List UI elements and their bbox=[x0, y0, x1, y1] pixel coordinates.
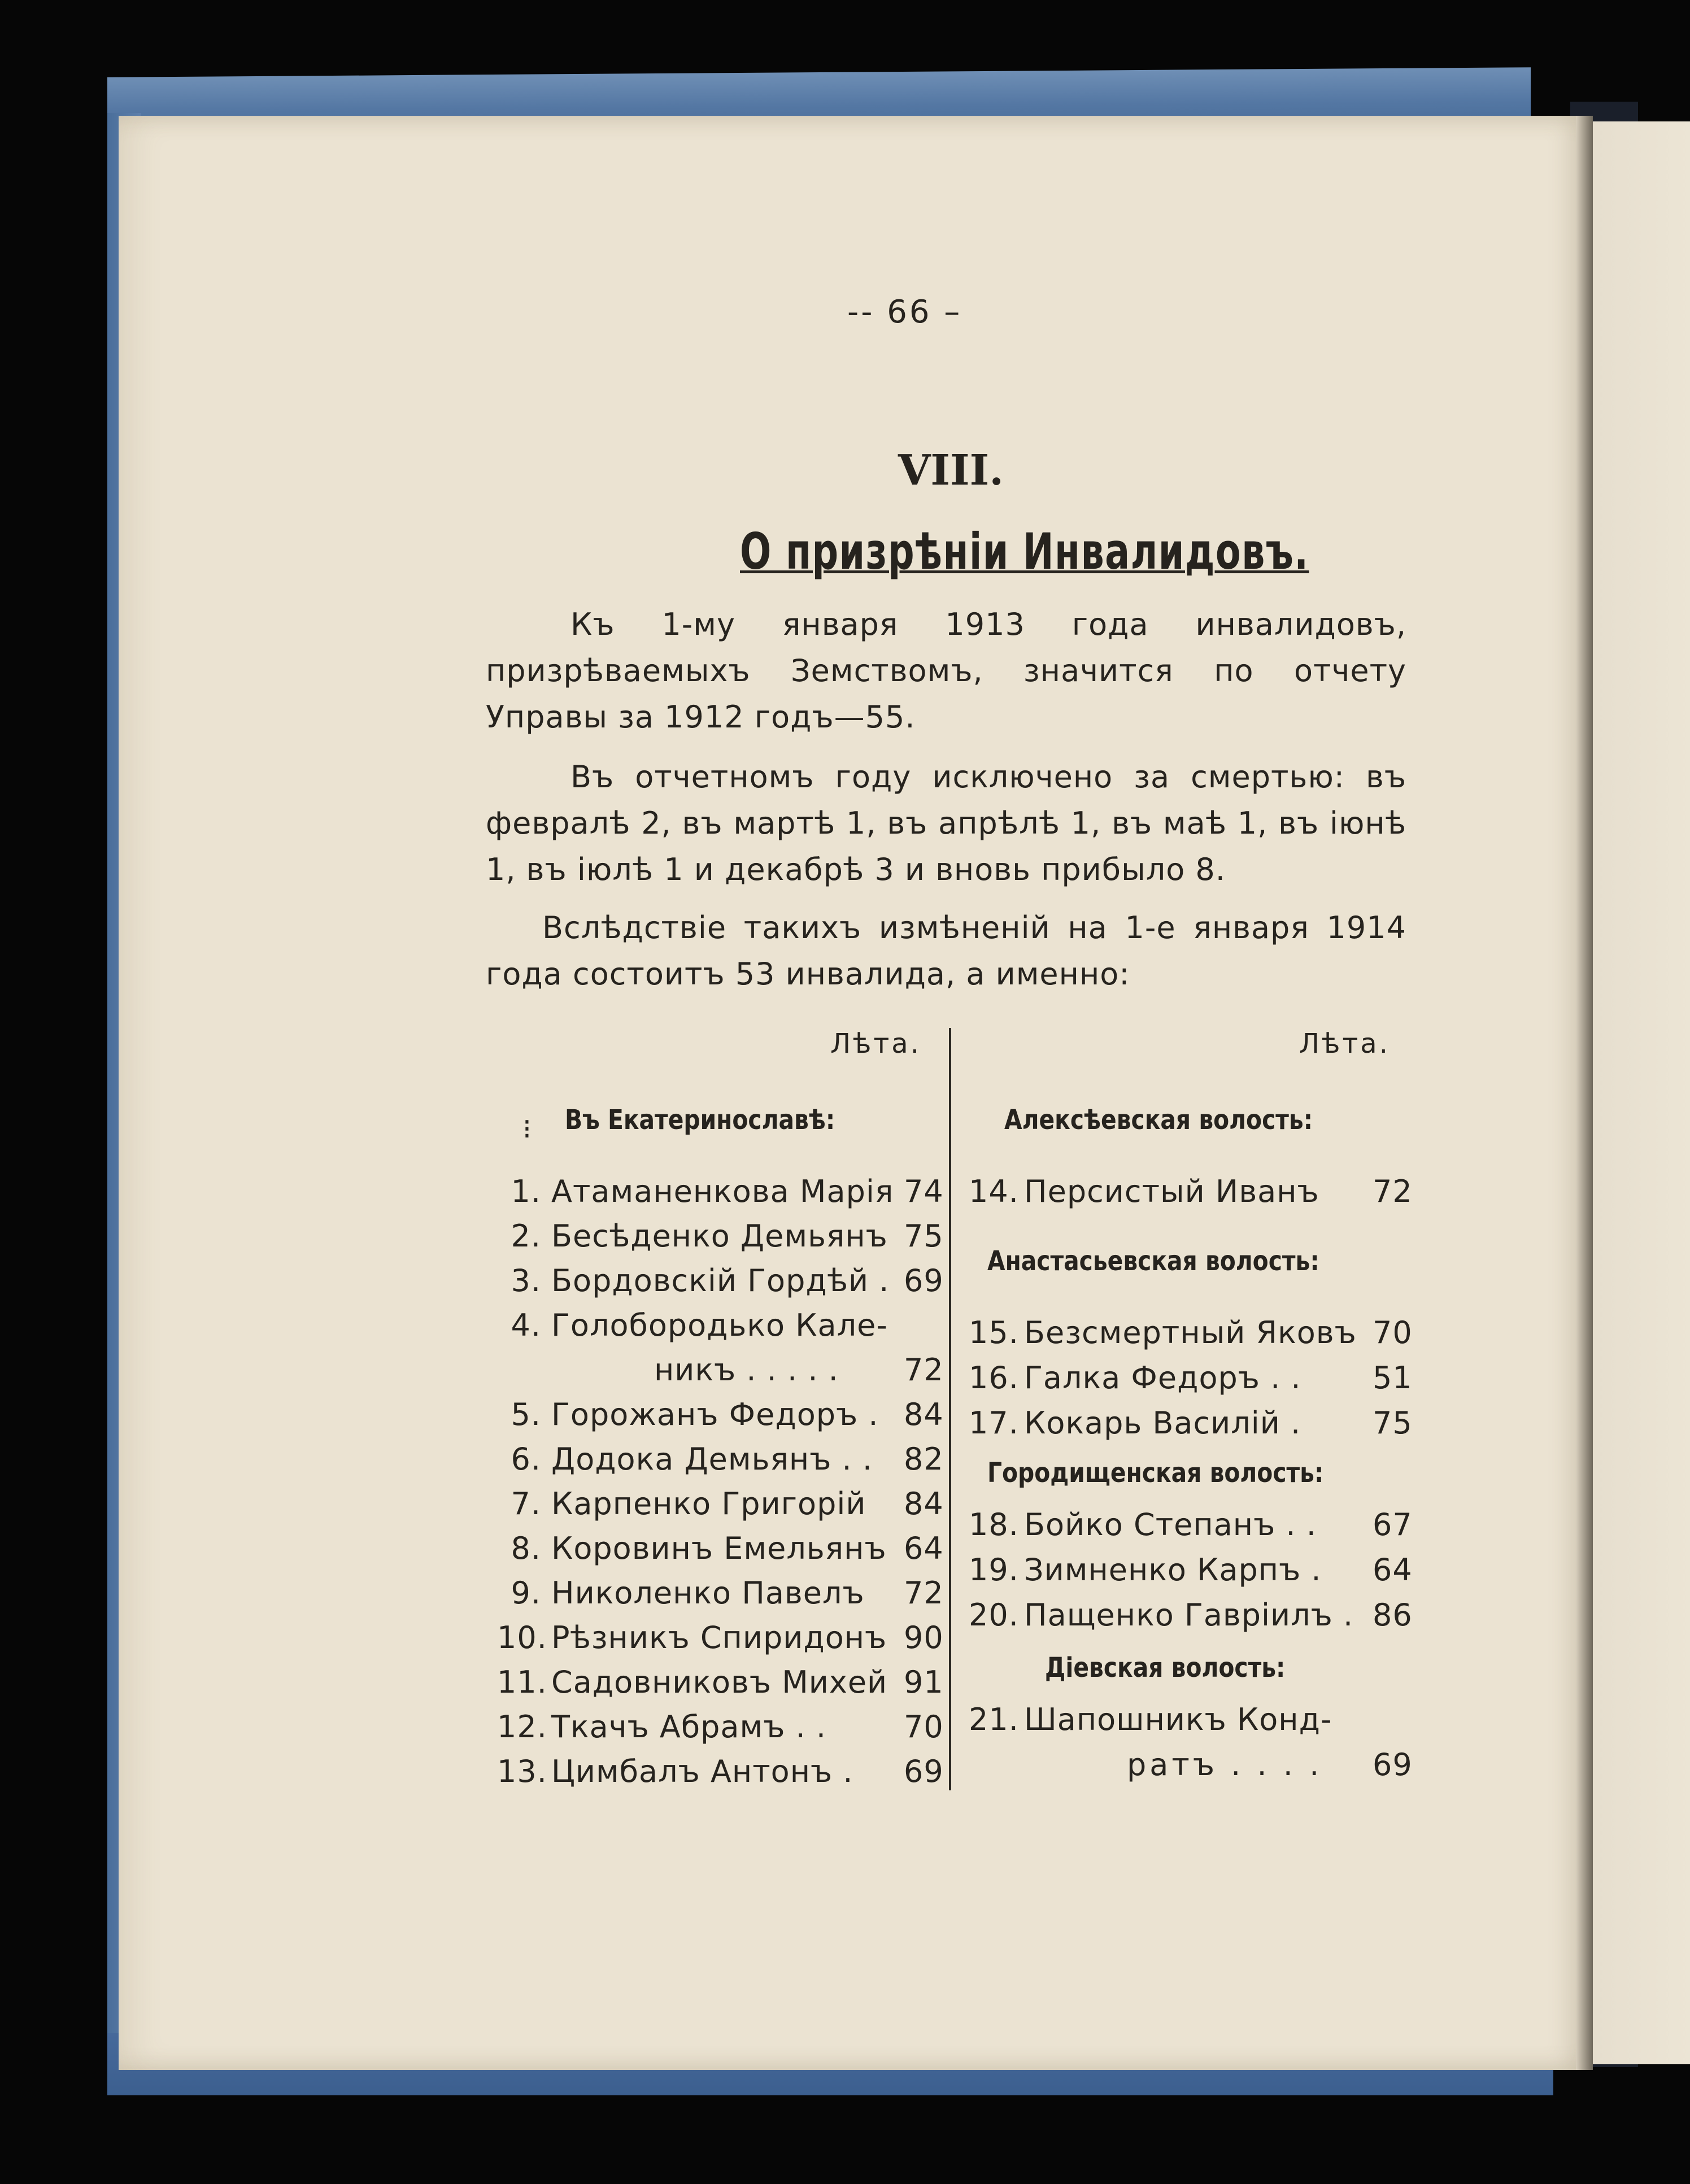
list-item bbox=[969, 1316, 1412, 1350]
list-item bbox=[497, 1532, 943, 1566]
list-item bbox=[969, 1553, 1412, 1587]
item-name: Карпенко Григорій bbox=[551, 1486, 866, 1522]
list-item bbox=[969, 1703, 1412, 1737]
list-item bbox=[497, 1487, 943, 1521]
item-name: Николенко Павелъ bbox=[551, 1575, 865, 1611]
item-number: 13. bbox=[497, 1754, 547, 1789]
item-name: Цимбалъ Антонъ . bbox=[551, 1754, 853, 1789]
item-name: Садовниковъ Михей bbox=[551, 1664, 888, 1700]
item-age: 69 bbox=[904, 1754, 944, 1789]
item-age: 70 bbox=[1373, 1315, 1413, 1350]
item-name: Бесѣденко Демьянъ bbox=[551, 1218, 888, 1254]
item-number: 11. bbox=[497, 1664, 547, 1700]
item-name: Голобородько Кале- bbox=[551, 1307, 888, 1343]
item-number: 8. bbox=[511, 1531, 541, 1566]
item-age: 64 bbox=[1373, 1552, 1413, 1588]
page-number: -- 66 – bbox=[847, 294, 962, 330]
item-name: ратъ . . . . bbox=[1127, 1747, 1323, 1782]
list-item bbox=[497, 1309, 943, 1342]
item-age: 70 bbox=[904, 1709, 944, 1745]
group-title: Алексѣевская волость: bbox=[1004, 1104, 1313, 1136]
group-title: Городищенская волость: bbox=[987, 1457, 1324, 1489]
item-name: Зимненко Карпъ . bbox=[1024, 1552, 1322, 1588]
item-name: Шапошникъ Конд- bbox=[1024, 1702, 1332, 1737]
item-name: Кокарь Василій . bbox=[1024, 1405, 1301, 1441]
group-title: Діевская волость: bbox=[1045, 1652, 1286, 1684]
list-item bbox=[497, 1621, 943, 1655]
item-age bbox=[1373, 1703, 1412, 1737]
item-name: Безсмертный Яковъ bbox=[1024, 1315, 1357, 1350]
item-age bbox=[904, 1309, 943, 1342]
group-title: Анастасьевская волость: bbox=[987, 1245, 1319, 1277]
item-name: Атаманенкова Марія bbox=[551, 1174, 894, 1209]
column-divider bbox=[949, 1028, 951, 1790]
item-name: Рѣзникъ Спиридонъ bbox=[551, 1620, 887, 1655]
item-age: 84 bbox=[904, 1397, 944, 1432]
item-number: 20. bbox=[969, 1597, 1019, 1633]
item-number: 18. bbox=[969, 1507, 1019, 1542]
item-age: 67 bbox=[1373, 1507, 1413, 1542]
list-item bbox=[969, 1748, 1412, 1782]
item-name: Додока Демьянъ . . bbox=[551, 1441, 873, 1477]
item-number: 17. bbox=[969, 1405, 1019, 1441]
list-item bbox=[497, 1710, 943, 1744]
item-age: 82 bbox=[904, 1441, 944, 1477]
item-age: 84 bbox=[904, 1486, 944, 1522]
list-item bbox=[497, 1442, 943, 1476]
item-name: Бордовскій Гордѣй . bbox=[551, 1263, 890, 1298]
item-name: никъ . . . . . bbox=[654, 1352, 839, 1388]
item-age: 72 bbox=[1373, 1174, 1413, 1209]
item-number: 16. bbox=[969, 1360, 1019, 1396]
item-number: 9. bbox=[511, 1575, 541, 1611]
list-item bbox=[969, 1508, 1412, 1542]
item-number: 12. bbox=[497, 1709, 547, 1745]
list-item bbox=[497, 1755, 943, 1789]
item-number: 2. bbox=[511, 1218, 541, 1254]
item-number bbox=[497, 1353, 541, 1387]
item-name: Коровинъ Емельянъ bbox=[551, 1531, 887, 1566]
section-title: О призрѣніи Инвалидовъ. bbox=[740, 522, 1309, 581]
item-name: Горожанъ Федоръ . bbox=[551, 1397, 879, 1432]
item-number: 5. bbox=[511, 1397, 541, 1432]
list-item bbox=[969, 1175, 1412, 1209]
item-age: 69 bbox=[904, 1263, 944, 1298]
item-number: 10. bbox=[497, 1620, 547, 1655]
list-item bbox=[969, 1598, 1412, 1632]
item-number: 7. bbox=[511, 1486, 541, 1522]
item-number: 1. bbox=[511, 1174, 541, 1209]
item-number bbox=[969, 1748, 1014, 1782]
item-name: Бойко Степанъ . . bbox=[1024, 1507, 1317, 1542]
list-item bbox=[969, 1361, 1412, 1395]
paragraph-3: Вслѣдствіе такихъ измѣненій на 1-е января 1914 года состоитъ 53 инвалида, а именно: bbox=[486, 910, 1406, 992]
item-age: 64 bbox=[904, 1531, 944, 1566]
item-number: 19. bbox=[969, 1552, 1019, 1588]
right-column-header: Лѣта. bbox=[1299, 1028, 1390, 1060]
item-age: 75 bbox=[1373, 1405, 1413, 1441]
list-item bbox=[497, 1353, 943, 1387]
item-number: 21. bbox=[969, 1702, 1019, 1737]
item-number: 3. bbox=[511, 1263, 541, 1298]
list-item bbox=[497, 1398, 943, 1432]
list-item bbox=[497, 1219, 943, 1253]
item-number: 15. bbox=[969, 1315, 1019, 1350]
item-number: 6. bbox=[511, 1441, 541, 1477]
item-age: 69 bbox=[1373, 1747, 1413, 1782]
item-name: Галка Федоръ . . bbox=[1024, 1360, 1301, 1396]
paragraph-2: Въ отчетномъ году исключено за смертью: въ февралѣ 2, въ мартѣ 1, въ апрѣлѣ 1, въ маѣ 1, въ іюнѣ 1, въ іюлѣ 1 и декабрѣ 3 и вновь прибыло 8. bbox=[486, 759, 1406, 887]
item-number: 14. bbox=[969, 1174, 1019, 1209]
bullet-mark: ⁝ bbox=[522, 1113, 532, 1145]
list-item bbox=[497, 1666, 943, 1699]
list-item bbox=[497, 1576, 943, 1610]
item-number: 4. bbox=[511, 1307, 541, 1343]
list-item bbox=[969, 1406, 1412, 1440]
item-age: 72 bbox=[904, 1575, 944, 1611]
list-item bbox=[497, 1264, 943, 1298]
section-number: VIII. bbox=[898, 446, 1004, 495]
item-name: Персистый Иванъ bbox=[1024, 1174, 1319, 1209]
list-item bbox=[497, 1175, 943, 1209]
item-age: 86 bbox=[1373, 1597, 1413, 1633]
group-title: Въ Екатеринославѣ: bbox=[565, 1104, 835, 1136]
left-column-header: Лѣта. bbox=[830, 1028, 921, 1060]
item-age: 75 bbox=[904, 1218, 944, 1254]
item-age: 72 bbox=[904, 1352, 944, 1388]
item-age: 51 bbox=[1373, 1360, 1413, 1396]
item-age: 91 bbox=[904, 1664, 944, 1700]
item-age: 74 bbox=[904, 1174, 944, 1209]
paragraph-1: Къ 1-му января 1913 года инвалидовъ, призрѣваемыхъ Земствомъ, значится по отчету Управы за 1912 годъ—55. bbox=[486, 607, 1406, 735]
item-name: Ткачъ Абрамъ . . bbox=[551, 1709, 827, 1745]
item-age: 90 bbox=[904, 1620, 944, 1655]
item-name: Пащенко Гавріилъ . bbox=[1024, 1597, 1354, 1633]
